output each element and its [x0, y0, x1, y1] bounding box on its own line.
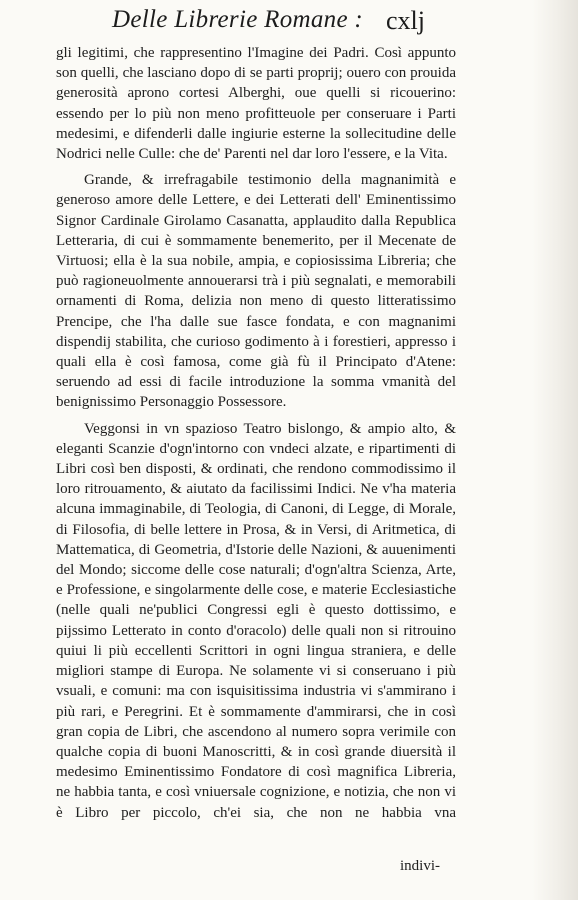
- page-header: [0, 6, 578, 42]
- page-edge-shadow: [532, 0, 578, 900]
- paragraph-3: Veggonsi in vn spazioso Teatro bislongo, & ampio alto, & eleganti Scanzie d'ogn'intorno con vndeci alzate, e ripartimenti di Libri così ben disposti, & ordinati, che rendono commodissimo il loro ritrouamento, & aiutato da facilissimi Indici. Ne v'ha materia alcuna immaginabile, di Teologia, di Canoni, di Legge, di Morale, di Filosofia, di belle lettere in Prosa, & in Versi, di Aritmetica, di Mattematica, di Geometria, d'Istorie delle Nazioni, & auuenimenti del Mondo; siccome delle cose naturali; d'ogn'altra Scienza, Arte, e Professione, e singolarmente delle cose, e materie Ecclesiastiche (nelle quali ne'publici Congressi egli è questo dottissimo, e pijssimo Letterato in conto d'oracolo) delle quali non si ritrouino quiui li più eccellenti Scrittori in ogni lingua straniera, e delle migliori stampe di Europa. Ne solamente vi si conseruano i più vsuali, e comuni: ma con isquisitissima industria vi s'ammirano i più rari, e Peregrini. Et è sommamente d'ammirarsi, che in così gran copia de Libri, che ascendono al numero sopra verimile con qualche copia di buoni Manoscritti, & in così grande diuersità il medesimo Eminentissimo Fondatore di così magnifica Libreria, ne habbia tanta, e così vniuersale cognizione, e notizia, che non vi è Libro per piccolo, ch'ei sia, che non ne habbia vna: [56, 420, 456, 821]
- running-title: Delle Librerie Romane :: [112, 6, 364, 33]
- catchword: indivi-: [400, 858, 440, 874]
- paragraph-1: gli legitimi, che rappresentino l'Imagine dei Padri. Così appunto son quelli, che lasciano dopo di se parti proprij; ouero con prouida generosità aprono cortesi Alberghi, oue quelli si ricouerino: essendo per lo più non meno profitteuole per conseruare i Parti medesimi, e difenderli dalle ingiurie esterne la sollecitudine delle Nodrici nelle Culle: che de' Parenti nel dar loro l'essere, e la Vita.: [56, 45, 456, 163]
- body-text: [56, 43, 456, 823]
- paragraph-2: Grande, & irrefragabile testimonio della magnanimità e generoso amore delle Lettere, e dei Letterati dell' Eminentissimo Signor Cardinale Girolamo Casanatta, applaudito dalla Republica Letteraria, di cui è sommamente benemerito, per il Mecenate de Virtuosi; ella è la sua nobile, ampia, e copiosissima Libreria; che può ragioneuolmente annouerarsi trà i più segnalati, e memorabili ornamenti di Roma, delizia non meno di questo litteratissimo Prencipe, che l'ha dalle sue fasce fondata, e con magnanimi dispendij stabilita, che curioso godimento à i forestieri, appresso i quali ella è così famosa, come già fù il Principato d'Atene: seruendo ad essi di facile introduzione la somma vmanità del benignissimo Personaggio Possessore.: [56, 172, 456, 411]
- folio-number: cxlj: [386, 6, 425, 35]
